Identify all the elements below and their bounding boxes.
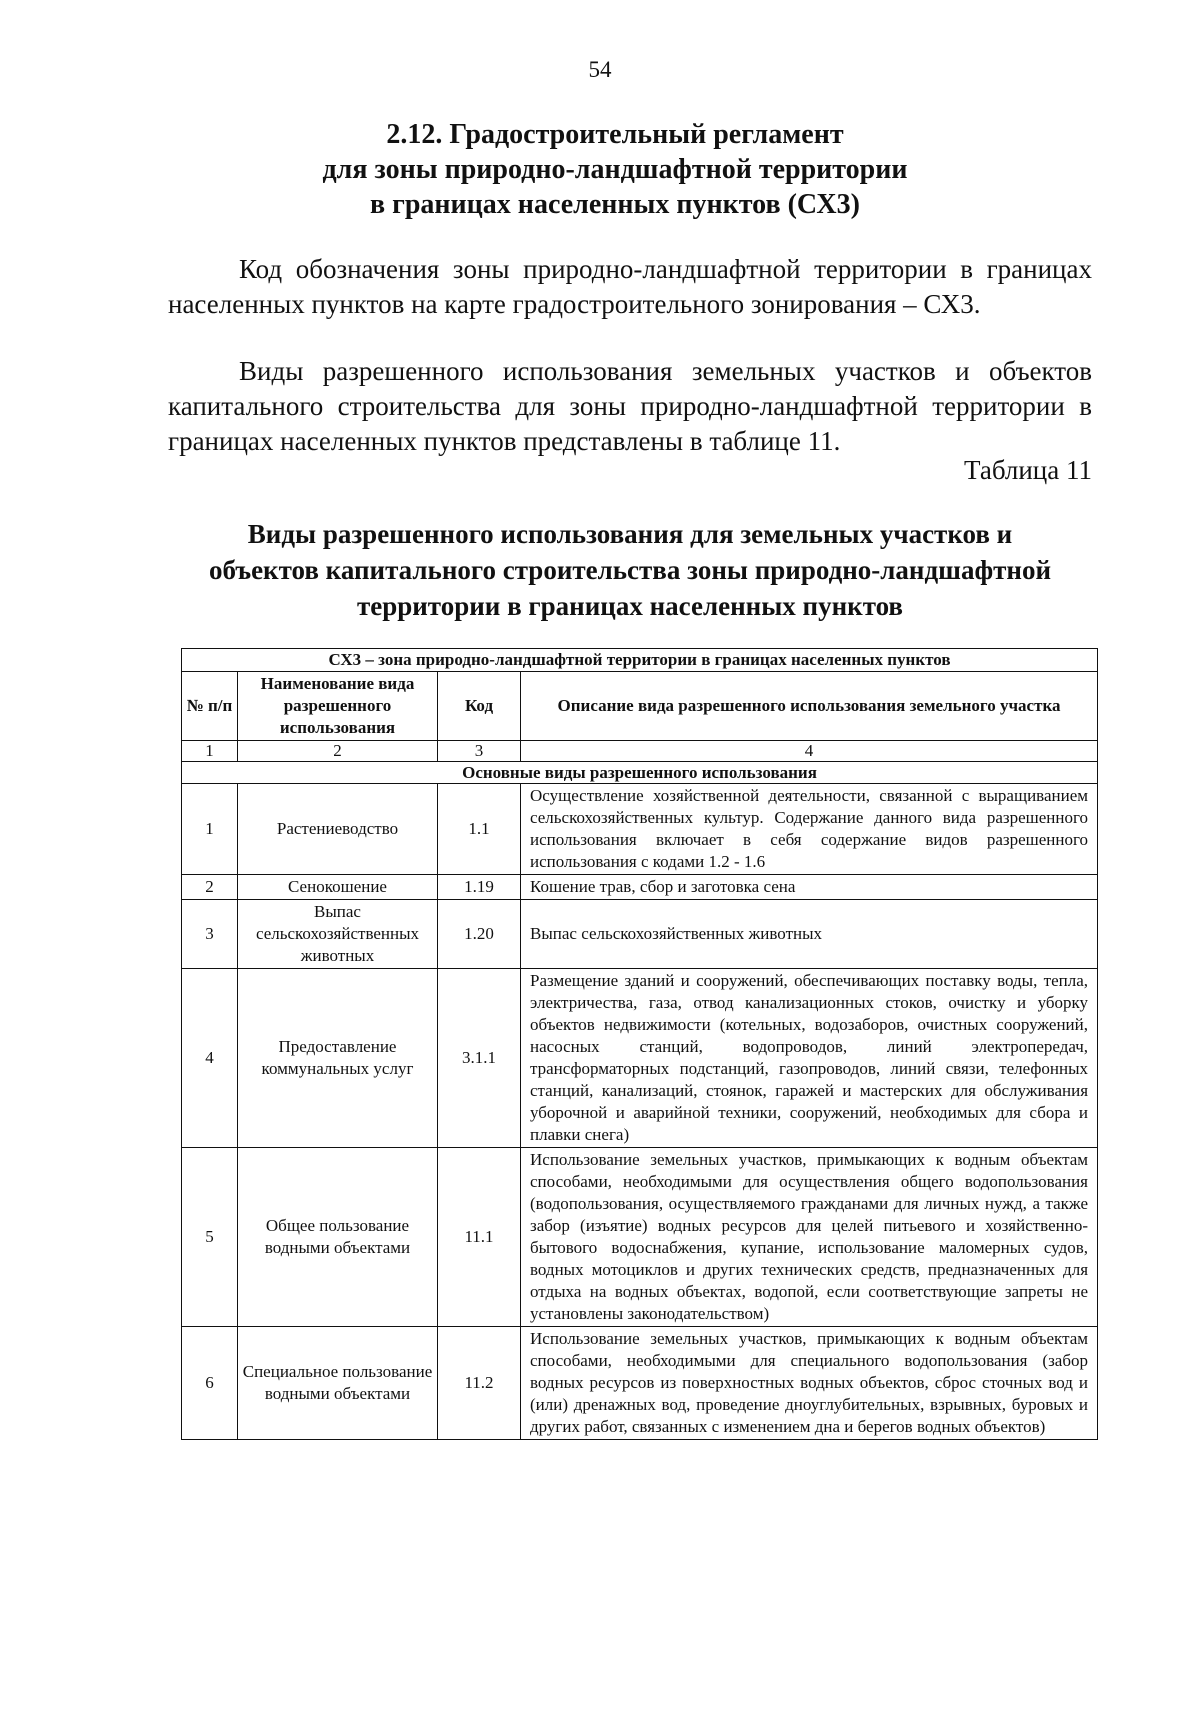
column-index-row: [182, 741, 1098, 762]
row-code: 3.1.1: [438, 969, 521, 1148]
section-title: Основные виды разрешенного использования: [182, 762, 1098, 784]
table-row: [182, 875, 1098, 900]
row-number: 2: [182, 875, 238, 900]
table-title: [168, 516, 1092, 624]
row-code: 11.1: [438, 1148, 521, 1327]
table-row: [182, 969, 1098, 1148]
row-description: Размещение зданий и сооружений, обеспечивающих поставку воды, тепла, электричества, газа, отвод канализационных стоков, очистку и уборку объектов недвижимости (котельных, водозаборов, очистных сооружений, насосных станций, водопроводов, линий электропередач, трансформаторных подстанций, газопроводов, линий связи, телефонных станций, канализаций, стоянок, гаражей и мастерских для обслуживания уборочной и аварийной техники, сооружений, необходимых для сбора и плавки снега): [521, 969, 1098, 1148]
row-description: Осуществление хозяйственной деятельности, связанной с выращиванием сельскохозяйственных культур. Содержание данного вида разрешенного использования включает в себя содержание видов разрешенного использования с кодами 1.2 - 1.6: [521, 784, 1098, 875]
table-row: [182, 784, 1098, 875]
column-header-desc: Описание вида разрешенного использования земельного участка: [521, 672, 1098, 741]
row-description: Выпас сельскохозяйственных животных: [521, 900, 1098, 969]
section-heading-line: 2.12. Градостроительный регламент: [386, 119, 844, 150]
row-description: Кошение трав, сбор и заготовка сена: [521, 875, 1098, 900]
column-header-num: № п/п: [182, 672, 238, 741]
section-row: [182, 762, 1098, 784]
permitted-use-paragraph: Виды разрешенного использования земельных участков и объектов капитального строительства для зоны природно-ландшафтной территории в границах населенных пунктов представлены в таблице 11.: [168, 356, 1092, 456]
row-code: 1.19: [438, 875, 521, 900]
row-description: Использование земельных участков, примыкающих к водным объектам способами, необходимыми для специального водопользования (забор водных ресурсов из поверхностных водных объектов, сброс сточных вод и (или) дренажных вод, проведение дноуглубительных, взрывных, буровых и других работ, связанных с изменением дна и берегов водных объектов): [521, 1327, 1098, 1440]
table-title-line: Виды разрешенного использования для земельных участков и: [247, 519, 1013, 549]
column-index: 2: [238, 741, 438, 762]
column-header-name: Наименование вида разрешенного использования: [238, 672, 438, 741]
table-row: [182, 900, 1098, 969]
column-header-row: [182, 672, 1098, 741]
row-number: 6: [182, 1327, 238, 1440]
row-use-name: Выпас сельскохозяйственных животных: [238, 900, 438, 969]
zone-header-row: [182, 649, 1098, 672]
table-row: [182, 1327, 1098, 1440]
row-code: 1.1: [438, 784, 521, 875]
column-index: 4: [521, 741, 1098, 762]
row-use-name: Растениеводство: [238, 784, 438, 875]
row-use-name: Предоставление коммунальных услуг: [238, 969, 438, 1148]
zone-code-paragraph: Код обозначения зоны природно-ландшафтной территории в границах населенных пунктов на карте градостроительного зонирования – СХ3.: [168, 254, 1092, 319]
row-description: Использование земельных участков, примыкающих к водным объектам способами, необходимыми для осуществления общего водопользования (водопользования, осуществляемого гражданами для личных нужд, а также забор (изъятие) водных ресурсов для целей питьевого и хозяйственно-бытового водоснабжения, купание, использование маломерных судов, водных мотоциклов и других технических средств, предназначенных для отдыха на водных объектах, водопой, если соответствующие запреты не установлены законодательством): [521, 1148, 1098, 1327]
row-number: 4: [182, 969, 238, 1148]
row-code: 1.20: [438, 900, 521, 969]
row-number: 1: [182, 784, 238, 875]
table-caption: Таблица 11: [964, 455, 1092, 485]
row-use-name: Специальное пользование водными объектами: [238, 1327, 438, 1440]
section-heading-line: в границах населенных пунктов (СХ3): [370, 189, 860, 220]
row-code: 11.2: [438, 1327, 521, 1440]
row-number: 5: [182, 1148, 238, 1327]
permitted-use-table: [181, 648, 1098, 1440]
column-header-code: Код: [438, 672, 521, 741]
section-heading-line: для зоны природно-ландшафтной территории: [322, 154, 908, 185]
zone-header: СХ3 – зона природно-ландшафтной территории в границах населенных пунктов: [182, 649, 1098, 672]
row-use-name: Сенокошение: [238, 875, 438, 900]
row-number: 3: [182, 900, 238, 969]
row-use-name: Общее пользование водными объектами: [238, 1148, 438, 1327]
section-heading: [0, 117, 1200, 222]
column-index: 3: [438, 741, 521, 762]
table-row: [182, 1148, 1098, 1327]
table-title-line: объектов капитального строительства зоны природно-ландшафтной: [209, 555, 1051, 585]
page-number: 54: [588, 57, 612, 82]
table-title-line: территории в границах населенных пунктов: [356, 591, 904, 621]
column-index: 1: [182, 741, 238, 762]
